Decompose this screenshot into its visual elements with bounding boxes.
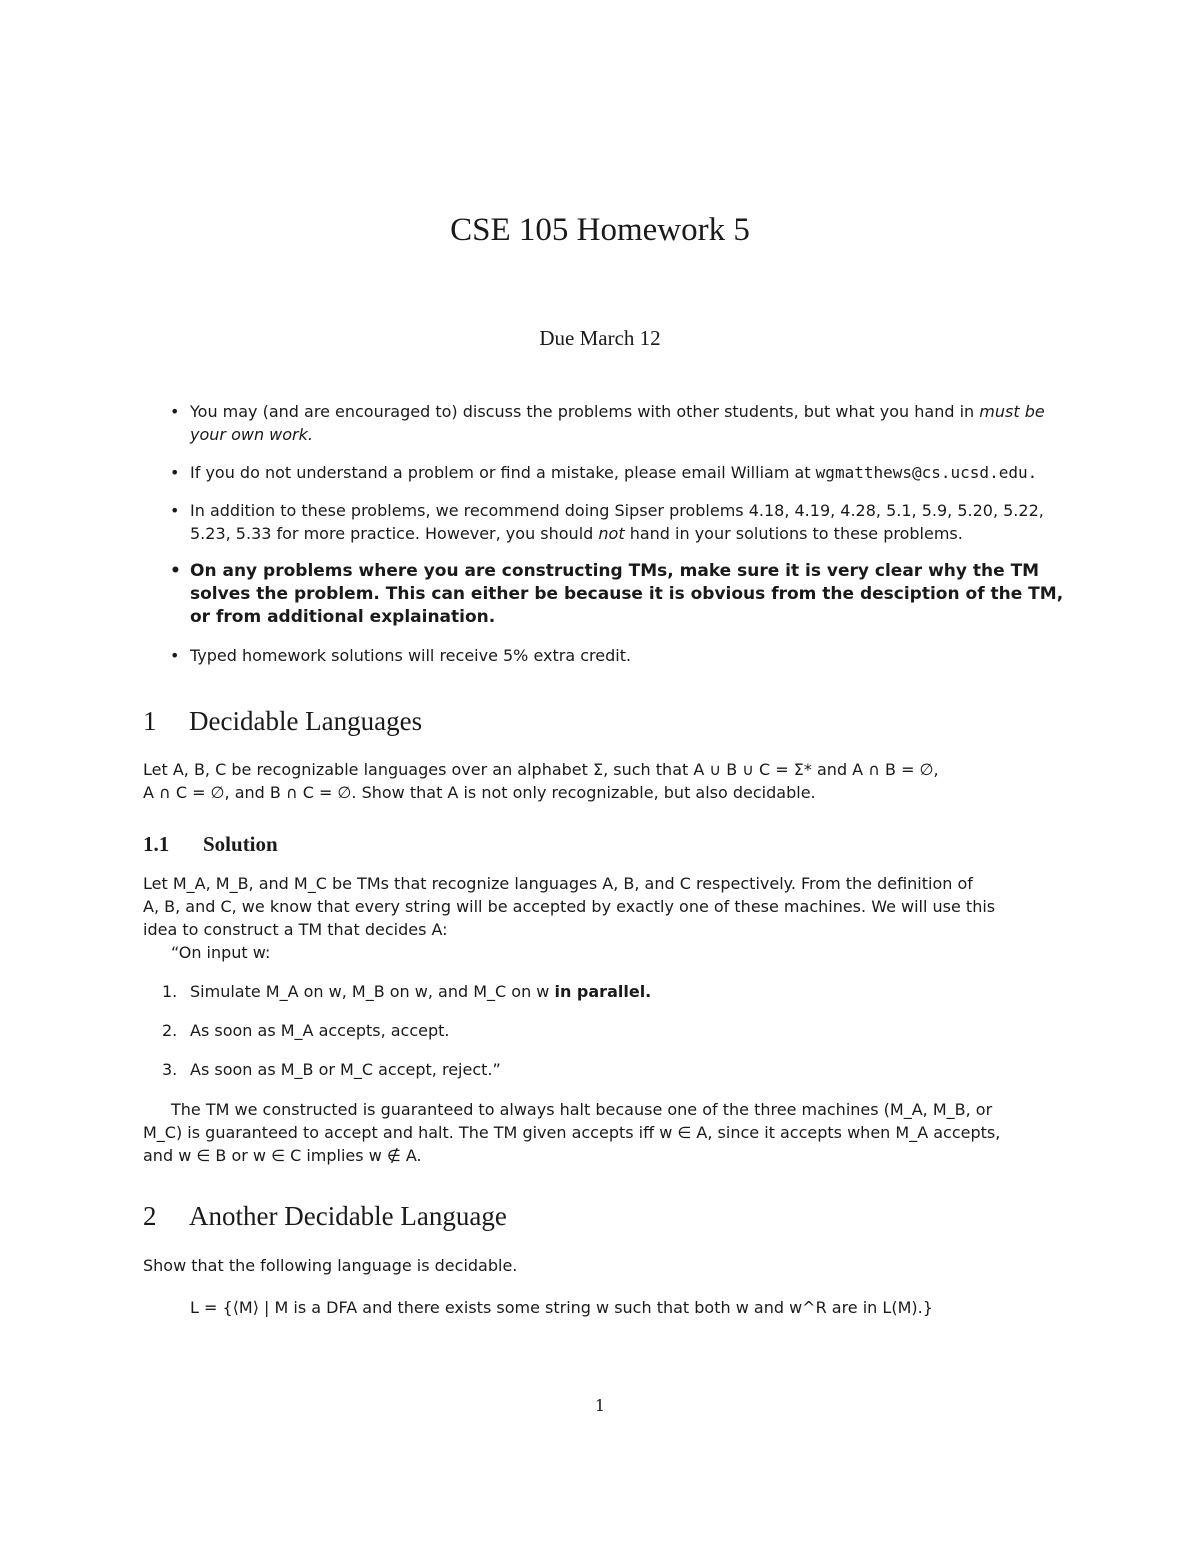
page-number: 1 — [594, 1396, 606, 1415]
bullet-3-text-end: hand in your solutions to these problems. — [629, 524, 963, 543]
list-item — [162, 980, 1042, 1003]
email-link[interactable]: wgmatthews@cs.ucsd.edu. — [815, 463, 1038, 482]
step-number: 1. — [162, 982, 178, 1001]
conclusion-line-3: and w ∈ B or w ∈ C implies w ∉ A. — [143, 1146, 422, 1165]
bullet-1-text: You may (and are encouraged to) discuss the problems with other students, but what you hand in — [190, 402, 975, 421]
step-1-bold: in parallel. — [554, 982, 652, 1001]
bullet-icon: • — [170, 561, 181, 581]
problem-1-line-1: Let A, B, C be recognizable languages over an alphabet Σ, such that A ∪ B ∪ C = Σ* and A ∩ B = ∅, — [143, 760, 939, 779]
section-1-heading — [143, 706, 422, 737]
language-definition: L = {⟨M⟩ | M is a DFA and there exists some string w such that both w and w^R are in L(M).} — [190, 1298, 933, 1317]
bullet-icon: • — [170, 501, 180, 520]
bullet-2-text: If you do not understand a problem or find a mistake, please email William at — [190, 463, 811, 482]
subsection-number: 1.1 — [143, 832, 170, 856]
quote-open: “On input w: — [171, 943, 271, 962]
step-2-text: As soon as M_A accepts, accept. — [190, 1021, 450, 1040]
list-item — [166, 644, 1066, 667]
list-item — [162, 1058, 1042, 1081]
step-number: 2. — [162, 1021, 178, 1040]
bullet-icon: • — [170, 463, 180, 482]
problem-1-line-2: A ∩ C = ∅, and B ∩ C = ∅. Show that A is not only recognizable, but also decidable. — [143, 783, 816, 802]
bullet-4-text: On any problems where you are constructing TMs, make sure it is very clear why the TM solves the problem. This can either be because it is obvious from the desciption of the TM, or from additional explaination. — [190, 561, 1064, 627]
document-title: CSE 105 Homework 5 — [450, 212, 750, 248]
bullet-1-emphasis: must be your own work. — [190, 402, 1045, 444]
bullet-5-text: Typed homework solutions will receive 5% extra credit. — [190, 646, 632, 665]
list-item — [166, 461, 1066, 484]
section-2-title: Another Decidable Language — [189, 1201, 507, 1231]
list-item — [162, 1019, 1042, 1042]
list-item — [166, 499, 1066, 545]
algorithm-steps — [162, 980, 1042, 1097]
list-item — [166, 560, 1066, 629]
bullet-3-emphasis: not — [598, 524, 625, 543]
step-3-text: As soon as M_B or M_C accept, reject.” — [190, 1060, 501, 1079]
section-2-heading — [143, 1201, 507, 1232]
instructions-list — [166, 400, 1066, 682]
subsection-1-1-heading — [143, 832, 278, 857]
conclusion-line-2: M_C) is guaranteed to accept and halt. The TM given accepts iff w ∈ A, since it accepts when M_A accepts, — [143, 1123, 1001, 1142]
section-2-number: 2 — [143, 1201, 157, 1231]
step-1-text: Simulate M_A on w, M_B on w, and M_C on w — [190, 982, 550, 1001]
solution-line-3: idea to construct a TM that decides A: — [143, 920, 448, 939]
bullet-icon: • — [170, 402, 180, 421]
bullet-icon: • — [170, 646, 180, 665]
section-1-title: Decidable Languages — [189, 706, 423, 736]
section-1-number: 1 — [143, 706, 157, 736]
solution-line-1: Let M_A, M_B, and M_C be TMs that recognize languages A, B, and C respectively. From the definition of — [143, 874, 973, 893]
problem-2-intro: Show that the following language is decidable. — [143, 1256, 518, 1275]
due-date: Due March 12 — [539, 326, 661, 350]
list-item — [166, 400, 1066, 446]
solution-line-2: A, B, and C, we know that every string will be accepted by exactly one of these machines. We will use this — [143, 897, 996, 916]
bullet-3-text: In addition to these problems, we recommend doing Sipser problems 4.18, 4.19, 4.28, 5.1, 5.9, 5.20, 5.22, 5.23, 5.33 for more practice. However, you should — [190, 501, 1044, 543]
conclusion-line-1: The TM we constructed is guaranteed to always halt because one of the three machines (M_A, M_B, or — [171, 1100, 993, 1119]
solution-paragraph — [143, 872, 1063, 964]
problem-1-statement — [143, 758, 1063, 804]
conclusion-paragraph — [143, 1098, 1063, 1167]
subsection-title: Solution — [203, 832, 278, 856]
step-number: 3. — [162, 1060, 178, 1079]
